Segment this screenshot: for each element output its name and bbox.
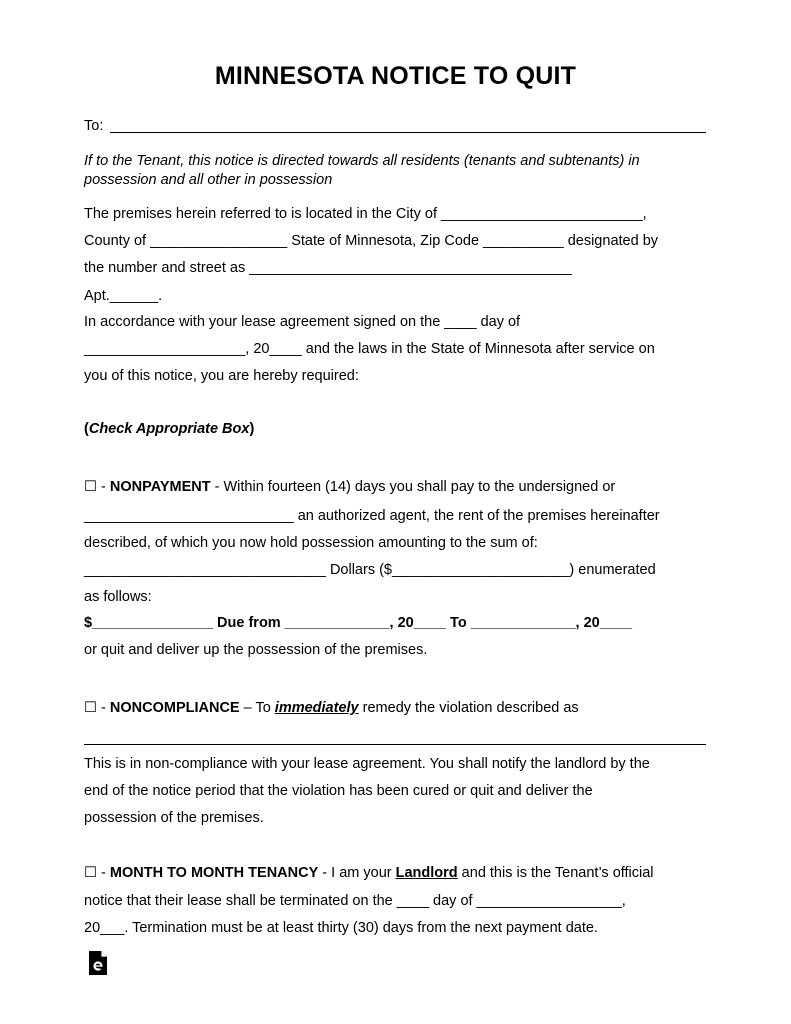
paren-close: ) xyxy=(249,421,255,437)
check-instruction-text: Check Appropriate Box xyxy=(88,421,250,437)
premises-line-2: County of _________________ State of Minnesota, Zip Code __________ designated by xyxy=(84,233,659,249)
noncompliance-line-2: This is in non-compliance with your lease agreement. You shall notify the landlord by the xyxy=(84,756,650,772)
month-to-month-checkbox[interactable]: ☐ xyxy=(84,865,97,881)
noncompliance-mid: – To xyxy=(239,700,275,716)
nonpayment-line-7: or quit and deliver up the possession of the premises. xyxy=(84,642,428,658)
premises-line-1: The premises herein referred to is located in the City of _________________________, xyxy=(84,206,647,222)
nonpayment-line-6: $_______________ Due from _____________, 20____ To _____________, 20____ xyxy=(84,615,632,631)
noncompliance-checkbox[interactable]: ☐ xyxy=(84,700,97,716)
lease-line-3: you of this notice, you are hereby required: xyxy=(84,368,359,384)
nonpayment-line-4: ______________________________ Dollars ($______________________) enumerated xyxy=(84,562,656,578)
noncompliance-dash: - xyxy=(97,700,110,716)
nonpayment-dash: - xyxy=(97,479,110,495)
nonpayment-heading: NONPAYMENT xyxy=(109,479,211,495)
month-to-month-line-3: 20___. Termination must be at least thirty (30) days from the next payment date. xyxy=(84,920,598,936)
eforms-logo-icon xyxy=(88,950,108,976)
paren-open: ( xyxy=(84,421,89,437)
lease-line-2: ____________________, 20____ and the laws in the State of Minnesota after service on xyxy=(84,341,655,357)
month-to-month-dash: - xyxy=(97,865,110,881)
premises-line-3: the number and street as ________________________________________ xyxy=(84,260,572,276)
tenant-note-line-1: If to the Tenant, this notice is directed towards all residents (tenants and subtenants) in xyxy=(84,153,640,169)
nonpayment-line-3: described, of which you now hold possession amounting to the sum of: xyxy=(84,535,538,551)
nonpayment-line-1 xyxy=(84,479,615,495)
noncompliance-line-4: possession of the premises. xyxy=(84,810,264,826)
nonpayment-checkbox[interactable]: ☐ xyxy=(84,479,97,495)
check-instruction xyxy=(84,421,254,437)
noncompliance-heading: NONCOMPLIANCE xyxy=(109,700,240,716)
nonpayment-line-5: as follows: xyxy=(84,589,152,605)
month-to-month-heading: MONTH TO MONTH TENANCY xyxy=(109,865,319,881)
noncompliance-rest: remedy the violation described as xyxy=(358,700,579,716)
noncompliance-emphasis: immediately xyxy=(274,700,359,716)
premises-line-4: Apt.______. xyxy=(84,288,163,304)
nonpayment-line-1-text: - Within fourteen (14) days you shall pay to the undersigned or xyxy=(210,479,616,495)
to-blank-line xyxy=(110,132,706,133)
month-to-month-line-2: notice that their lease shall be terminated on the ____ day of __________________, xyxy=(84,893,626,909)
noncompliance-line-1 xyxy=(84,700,579,716)
lease-line-1: In accordance with your lease agreement signed on the ____ day of xyxy=(84,314,521,330)
nonpayment-line-2: __________________________ an authorized agent, the rent of the premises hereinafter xyxy=(84,508,660,524)
month-to-month-mid: - I am your xyxy=(318,865,396,881)
landlord-label: Landlord xyxy=(395,865,458,881)
month-to-month-line-1 xyxy=(84,865,654,881)
violation-blank-line xyxy=(84,744,706,745)
noncompliance-line-3: end of the notice period that the violation has been cured or quit and deliver the xyxy=(84,783,593,799)
page-title: MINNESOTA NOTICE TO QUIT xyxy=(214,62,577,90)
month-to-month-rest: and this is the Tenant’s official xyxy=(457,865,654,881)
tenant-note-line-2: possession and all other in possession xyxy=(84,172,333,188)
to-label: To: xyxy=(84,118,104,134)
to-line xyxy=(84,118,103,134)
